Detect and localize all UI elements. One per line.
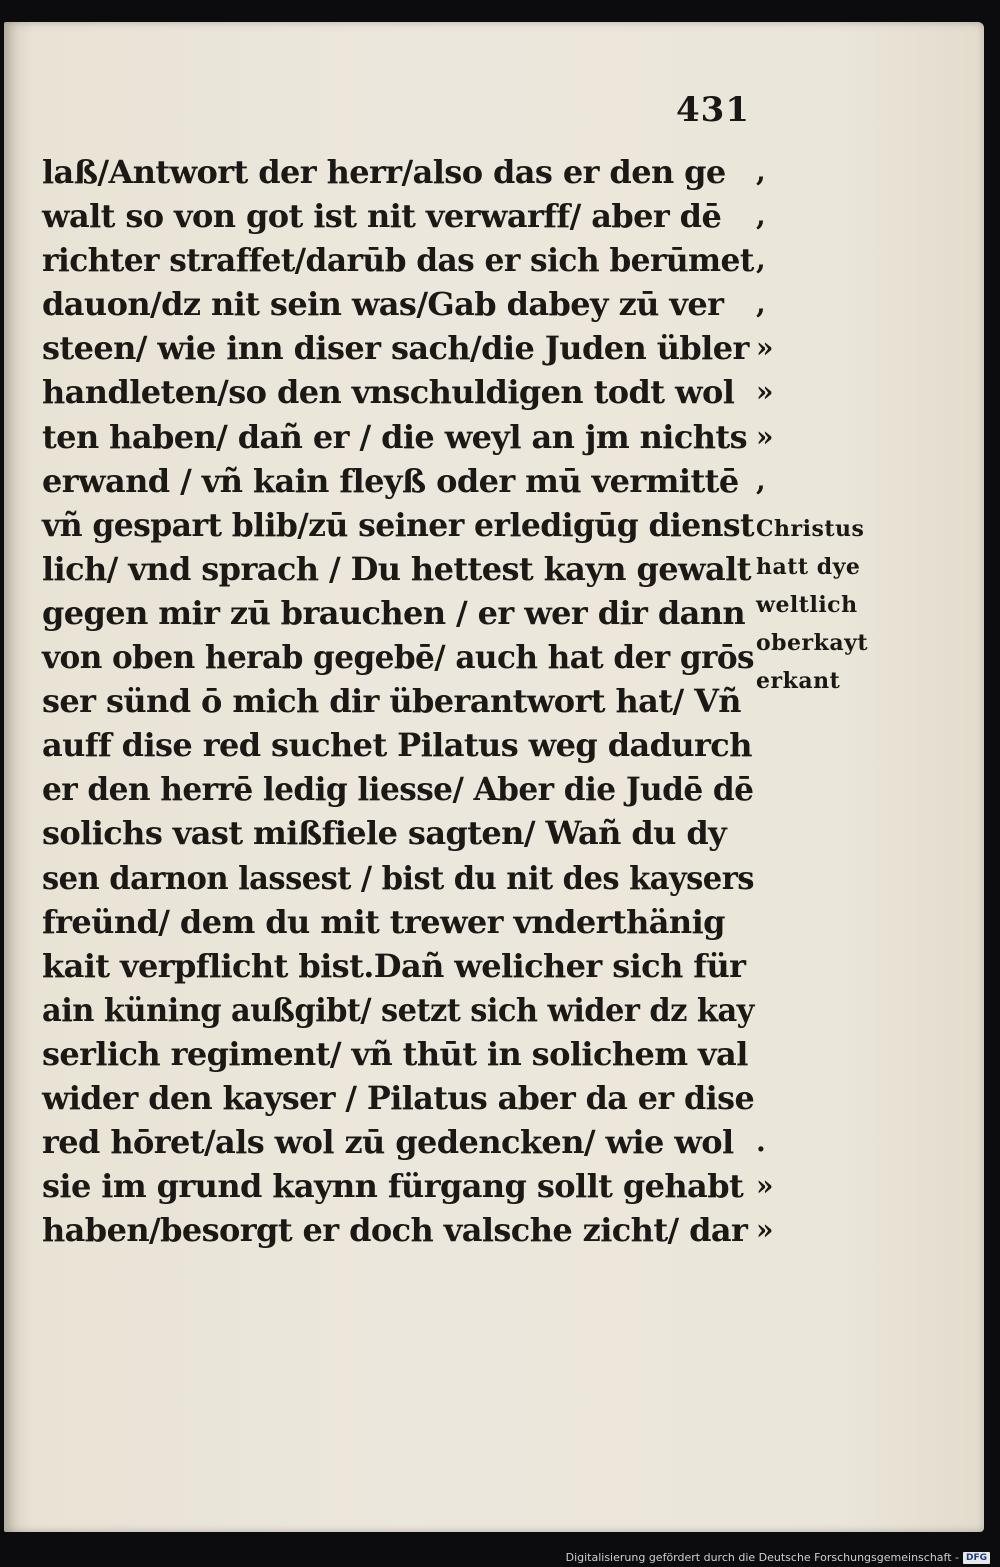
text-line: ten haben/ dañ er / die weyl an jm nichts <box>42 417 747 456</box>
text-line: sen darnon lassest / bist du nit des kaysers <box>42 858 754 897</box>
margin-mark: » <box>756 331 774 365</box>
text-line: kait verpflicht bist.Dañ welicher sich für <box>42 946 746 985</box>
margin-mark <box>756 1032 776 1076</box>
text-line: richter straffet/darūb das er sich berūmet <box>42 241 754 280</box>
margin-mark <box>756 856 776 900</box>
margin-mark: , <box>756 155 766 188</box>
margin-mark <box>756 900 776 944</box>
text-line: haben/besorgt er doch valsche zicht/ dar <box>42 1211 748 1250</box>
margin-mark: » <box>756 1169 774 1203</box>
margin-mark: » <box>756 419 774 453</box>
text-line: lich/ vnd sprach / Du hettest kayn gewalt <box>42 549 751 588</box>
text-line: von oben herab gegebē/ auch hat der grōs <box>42 638 754 677</box>
margin-marks <box>756 150 776 1252</box>
text-line: serlich regiment/ vñ thūt in solichem val <box>42 1034 748 1073</box>
margin-mark <box>756 811 776 855</box>
marginal-note <box>756 510 916 700</box>
text-line: walt so von got ist nit verwarff/ aber dē <box>42 197 722 236</box>
marginal-note-line: Christus <box>756 516 865 542</box>
text-line: dauon/dz nit sein was/Gab dabey zū ver <box>42 285 724 324</box>
text-line: sie im grund kaynn fürgang sollt gehabt <box>42 1167 744 1206</box>
page-number: 431 <box>676 90 750 130</box>
text-line: red hōret/als wol zū gedencken/ wie wol <box>42 1123 734 1162</box>
margin-mark <box>756 944 776 988</box>
text-line: auff dise red suchet Pilatus weg dadurch <box>42 726 752 765</box>
credit-text: Digitalisierung gefördert durch die Deutsche Forschungsgemeinschaft - <box>565 1551 959 1564</box>
margin-mark: , <box>756 243 766 277</box>
marginal-note-line: hatt dye <box>756 554 861 580</box>
digitization-credit <box>566 1551 990 1564</box>
text-line: ser sünd ō mich dir überantwort hat/ Vñ <box>42 682 741 721</box>
margin-mark: , <box>756 463 766 497</box>
text-line: solichs vast mißfiele sagten/ Wañ du dy <box>42 814 727 853</box>
margin-mark <box>756 767 776 811</box>
text-line: handleten/so den vnschuldigen todt wol <box>42 373 735 412</box>
margin-mark: , <box>756 287 766 321</box>
marginal-note-line: weltlich <box>756 592 858 618</box>
text-line: gegen mir zū brauchen / er wer dir dann <box>42 593 746 632</box>
margin-mark: . <box>756 1125 766 1159</box>
margin-mark: » <box>756 375 774 409</box>
dfg-logo: DFG <box>963 1552 990 1564</box>
text-line: laß/Antwort der herr/also das er den ge <box>42 153 726 191</box>
marginal-note-line: oberkayt <box>756 630 869 656</box>
text-line: wider den kayser / Pilatus aber da er dise <box>42 1078 755 1117</box>
body-text <box>42 150 754 1252</box>
text-line: er den herrē ledig liesse/ Aber die Judē dē <box>42 770 754 809</box>
margin-mark: , <box>756 199 766 233</box>
margin-mark <box>756 723 776 767</box>
text-line: vñ gespart blib/zū seiner erledigūg dienst <box>42 505 754 544</box>
text-line: erwand / vñ kain fleyß oder mū vermittē <box>42 461 739 500</box>
text-line: steen/ wie inn diser sach/die Juden übler <box>42 329 749 368</box>
margin-mark <box>756 1076 776 1120</box>
text-line: ain küning außgibt/ setzt sich wider dz kay <box>42 990 754 1029</box>
margin-mark: » <box>756 1213 774 1247</box>
marginal-note-line: erkant <box>756 668 841 694</box>
margin-mark <box>756 988 776 1032</box>
book-page <box>4 22 984 1532</box>
text-line: freünd/ dem du mit trewer vnderthänig <box>42 902 725 941</box>
